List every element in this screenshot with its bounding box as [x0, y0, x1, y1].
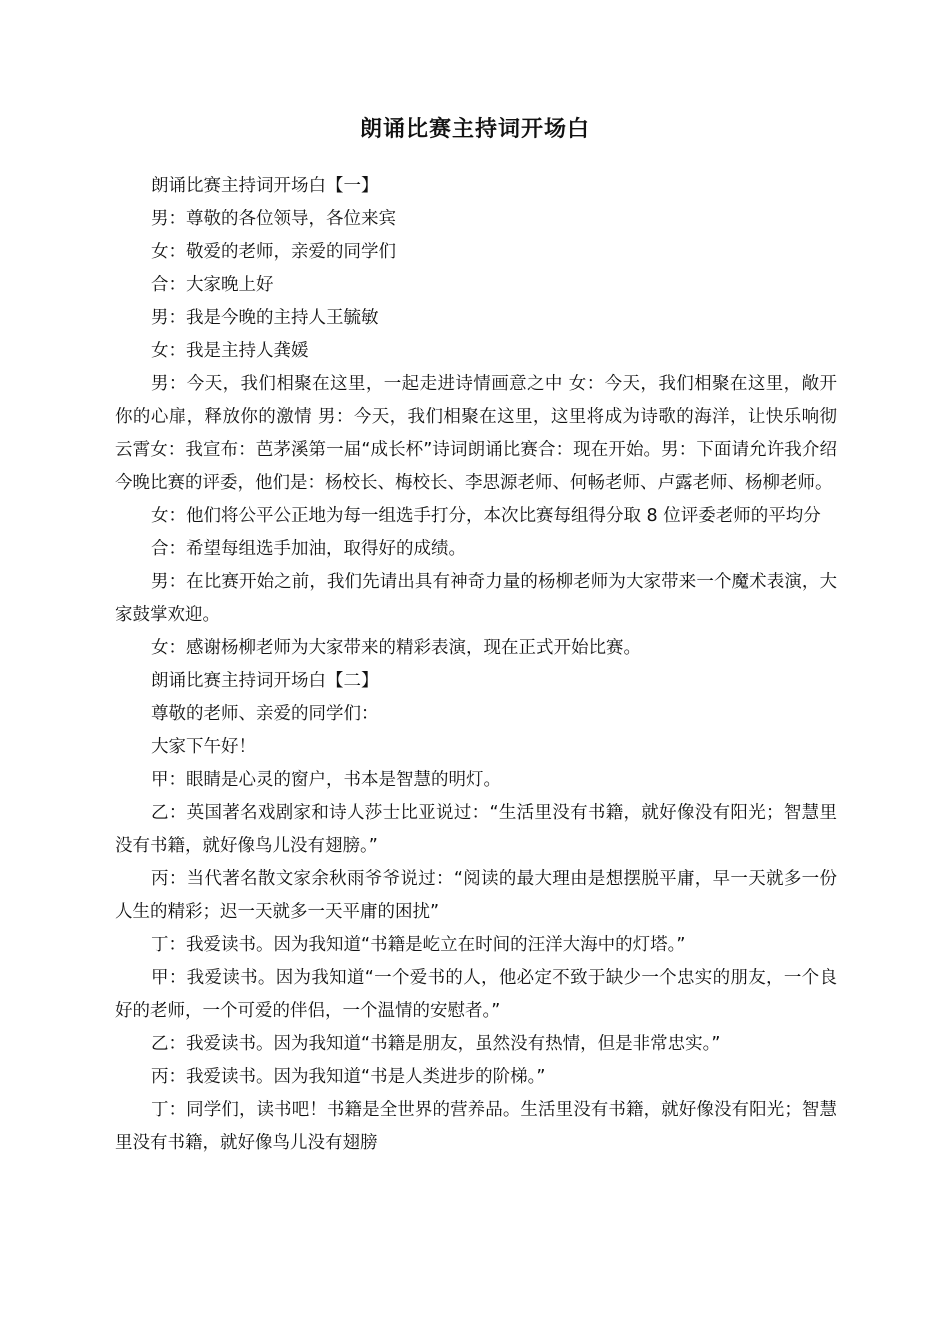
paragraph: 女：我是主持人龚媛 — [151, 341, 309, 361]
paragraph: 丁：同学们，读书吧！书籍是全世界的营养品。生活里没有书籍，就好像没有阳光；智慧里没有书籍，就好像鸟儿没有翅膀 — [115, 1100, 837, 1153]
paragraph: 丙：当代著名散文家余秋雨爷爷说过：“阅读的最大理由是想摆脱平庸，早一天就多一份人生的精彩；迟一天就多一天平庸的困扰” — [115, 869, 837, 922]
paragraph: 女：感谢杨柳老师为大家带来的精彩表演，现在正式开始比赛。 — [151, 638, 641, 658]
paragraph: 甲：我爱读书。因为我知道“一个爱书的人，他必定不致于缺少一个忠实的朋友，一个良好的老师，一个可爱的伴侣，一个温情的安慰者。” — [115, 968, 837, 1021]
paragraph: 朗诵比赛主持词开场白【一】 — [151, 176, 379, 196]
paragraph: 合：大家晚上好 — [151, 275, 274, 295]
paragraph: 甲：眼睛是心灵的窗户，书本是智慧的明灯。 — [151, 770, 501, 790]
paragraph: 合：希望每组选手加油，取得好的成绩。 — [151, 539, 466, 559]
paragraph: 大家下午好！ — [151, 737, 256, 757]
paragraph: 女：敬爱的老师，亲爱的同学们 — [151, 242, 396, 262]
paragraph: 丁：我爱读书。因为我知道“书籍是屹立在时间的汪洋大海中的灯塔。” — [151, 935, 686, 955]
paragraph: 男：尊敬的各位领导，各位来宾 — [151, 209, 396, 229]
paragraph: 男：在比赛开始之前，我们先请出具有神奇力量的杨柳老师为大家带来一个魔术表演，大家鼓掌欢迎。 — [115, 572, 837, 625]
paragraph: 乙：英国著名戏剧家和诗人莎士比亚说过：“生活里没有书籍，就好像没有阳光；智慧里没有书籍，就好像鸟儿没有翅膀。” — [115, 803, 837, 856]
document-title: 朗诵比赛主持词开场白 — [359, 117, 590, 142]
document-body — [115, 170, 837, 1160]
paragraph: 女：他们将公平公正地为每一组选手打分，本次比赛每组得分取 8 位评委老师的平均分 — [151, 506, 821, 526]
paragraph: 乙：我爱读书。因为我知道“书籍是朋友，虽然没有热情，但是非常忠实。” — [151, 1034, 721, 1054]
paragraph: 丙：我爱读书。因为我知道“书是人类进步的阶梯。” — [151, 1067, 546, 1087]
paragraph: 尊敬的老师、亲爱的同学们： — [151, 704, 379, 724]
paragraph: 朗诵比赛主持词开场白【二】 — [151, 671, 379, 691]
paragraph: 男：今天，我们相聚在这里，一起走进诗情画意之中 女：今天，我们相聚在这里，敞开你的心扉，释放你的激情 男：今天，我们相聚在这里，这里将成为诗歌的海洋，让快乐响彻云霄女：我宣布：芭茅溪第一届“成长杯”诗词朗诵比赛合：现在开始。男：下面请允许我介绍今晚比赛的评委，他们是：杨校长、梅校长、李思源老师、何畅老师、卢露老师、杨柳老师。 — [115, 374, 837, 493]
paragraph: 男：我是今晚的主持人王毓敏 — [151, 308, 379, 328]
